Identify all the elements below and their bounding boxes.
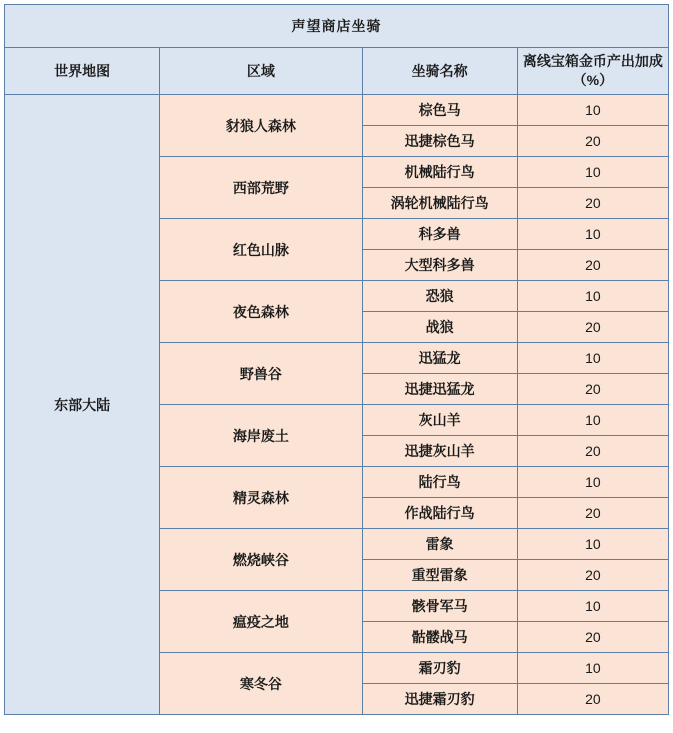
offline-bonus-cell: 10 (517, 157, 668, 188)
mount-name-cell: 灰山羊 (362, 405, 517, 436)
mount-name-cell: 雷象 (362, 529, 517, 560)
region-cell: 豺狼人森林 (160, 95, 362, 157)
header-row (5, 48, 669, 95)
offline-bonus-cell: 20 (517, 684, 668, 715)
offline-bonus-cell: 10 (517, 281, 668, 312)
region-cell: 红色山脉 (160, 219, 362, 281)
mount-name-cell: 科多兽 (362, 219, 517, 250)
mount-name-cell: 迅捷棕色马 (362, 126, 517, 157)
table-row (5, 95, 669, 126)
offline-bonus-cell: 10 (517, 95, 668, 126)
region-cell: 寒冬谷 (160, 653, 362, 715)
title-row (5, 5, 669, 48)
offline-bonus-cell: 10 (517, 405, 668, 436)
mount-name-cell: 迅捷霜刃豹 (362, 684, 517, 715)
region-cell: 西部荒野 (160, 157, 362, 219)
offline-bonus-cell: 20 (517, 622, 668, 653)
region-cell: 燃烧峡谷 (160, 529, 362, 591)
offline-bonus-cell: 20 (517, 312, 668, 343)
mount-name-cell: 机械陆行鸟 (362, 157, 517, 188)
mount-name-cell: 霜刃豹 (362, 653, 517, 684)
region-cell: 海岸废土 (160, 405, 362, 467)
continent-cell: 东部大陆 (5, 95, 160, 715)
mount-name-cell: 涡轮机械陆行鸟 (362, 188, 517, 219)
offline-bonus-cell: 20 (517, 374, 668, 405)
mount-name-cell: 骸骨军马 (362, 591, 517, 622)
region-cell: 精灵森林 (160, 467, 362, 529)
offline-bonus-cell: 20 (517, 188, 668, 219)
mount-name-cell: 作战陆行鸟 (362, 498, 517, 529)
mount-name-cell: 迅捷灰山羊 (362, 436, 517, 467)
offline-bonus-cell: 20 (517, 560, 668, 591)
column-header-mount-name: 坐骑名称 (362, 48, 517, 95)
offline-bonus-cell: 20 (517, 250, 668, 281)
offline-bonus-cell: 10 (517, 343, 668, 374)
offline-bonus-cell: 20 (517, 126, 668, 157)
column-header-offline-bonus: 离线宝箱金币产出加成（%） (517, 48, 668, 95)
offline-bonus-cell: 20 (517, 436, 668, 467)
mount-name-cell: 迅捷迅猛龙 (362, 374, 517, 405)
mount-name-cell: 陆行鸟 (362, 467, 517, 498)
reputation-shop-mount-table (4, 4, 669, 715)
column-header-region: 区域 (160, 48, 362, 95)
mount-name-cell: 棕色马 (362, 95, 517, 126)
page-title: 声望商店坐骑 (5, 5, 669, 48)
mount-name-cell: 大型科多兽 (362, 250, 517, 281)
mount-name-cell: 迅猛龙 (362, 343, 517, 374)
table-body (5, 5, 669, 715)
region-cell: 夜色森林 (160, 281, 362, 343)
offline-bonus-cell: 10 (517, 653, 668, 684)
offline-bonus-cell: 10 (517, 219, 668, 250)
mount-name-cell: 骷髅战马 (362, 622, 517, 653)
region-cell: 瘟疫之地 (160, 591, 362, 653)
mount-name-cell: 战狼 (362, 312, 517, 343)
offline-bonus-cell: 10 (517, 591, 668, 622)
mount-name-cell: 恐狼 (362, 281, 517, 312)
offline-bonus-cell: 10 (517, 467, 668, 498)
column-header-world-map: 世界地图 (5, 48, 160, 95)
region-cell: 野兽谷 (160, 343, 362, 405)
offline-bonus-cell: 20 (517, 498, 668, 529)
mount-name-cell: 重型雷象 (362, 560, 517, 591)
offline-bonus-cell: 10 (517, 529, 668, 560)
